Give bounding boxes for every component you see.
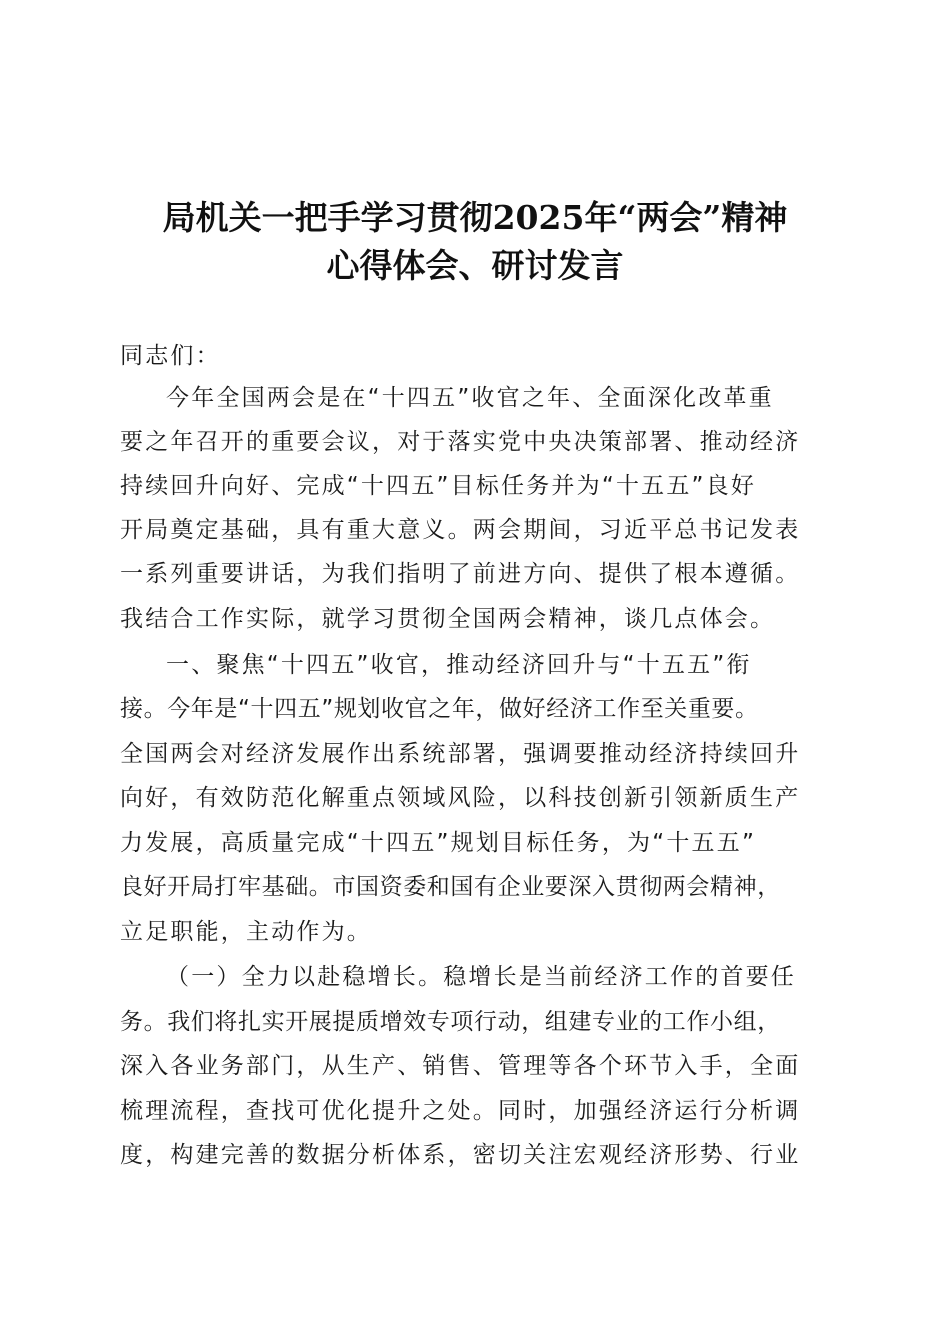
salutation: 同志们： <box>120 343 221 369</box>
body-line: 要之年召开的重要会议，对于落实党中央决策部署、推动经济 <box>120 429 801 455</box>
body-line: 一、聚焦“十四五”收官，推动经济回升与“十五五”衔 <box>166 652 752 678</box>
document-title-line-1: 局机关一把手学习贯彻2025年“两会”精神 <box>162 198 788 237</box>
body-line: 良好开局打牢基础。市国资委和国有企业要深入贯彻两会精神， <box>120 874 781 900</box>
body-line: 向好，有效防范化解重点领域风险，以科技创新引领新质生产 <box>120 785 801 811</box>
body-line: 我结合工作实际，就学习贯彻全国两会精神，谈几点体会。 <box>120 606 776 632</box>
body-line: 今年全国两会是在“十四五”收官之年、全面深化改革重 <box>166 385 774 411</box>
body-line: 力发展，高质量完成“十四五”规划目标任务，为“十五五” <box>120 830 757 856</box>
body-line: 全国两会对经济发展作出系统部署，强调要推动经济持续回升 <box>120 741 801 767</box>
body-line: 开局奠定基础，具有重大意义。两会期间，习近平总书记发表 <box>120 517 801 543</box>
body-line: 务。我们将扎实开展提质增效专项行动，组建专业的工作小组， <box>120 1009 781 1035</box>
body-line: 梳理流程，查找可优化提升之处。同时，加强经济运行分析调 <box>120 1098 801 1124</box>
body-line: 立足职能，主动作为。 <box>120 919 372 945</box>
body-line: 度，构建完善的数据分析体系，密切关注宏观经济形势、行业 <box>120 1142 801 1168</box>
body-line: 持续回升向好、完成“十四五”目标任务并为“十五五”良好 <box>120 473 757 499</box>
body-line: 深入各业务部门，从生产、销售、管理等各个环节入手，全面 <box>120 1053 801 1079</box>
body-line: 接。今年是“十四五”规划收官之年，做好经济工作至关重要。 <box>120 696 759 722</box>
document-title-line-2: 心得体会、研讨发言 <box>326 246 624 285</box>
body-line: 一系列重要讲话，为我们指明了前进方向、提供了根本遵循。 <box>120 561 801 587</box>
body-line: （一）全力以赴稳增长。稳增长是当前经济工作的首要任 <box>166 964 796 990</box>
